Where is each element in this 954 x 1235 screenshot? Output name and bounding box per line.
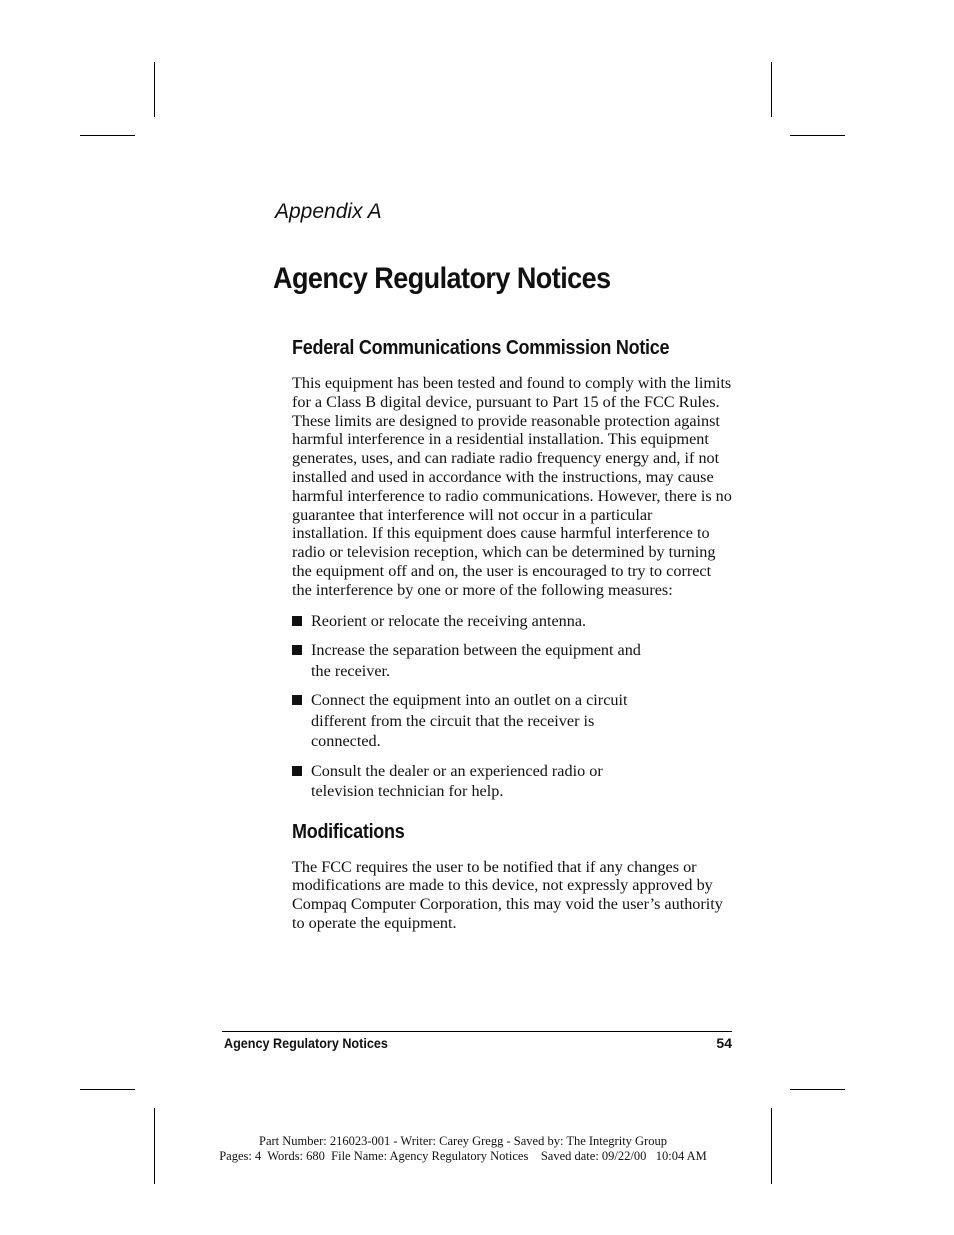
square-bullet-icon: [292, 645, 302, 655]
square-bullet-icon: [292, 616, 302, 626]
crop-mark-top-right-vertical: [771, 62, 772, 117]
square-bullet-icon: [292, 695, 302, 705]
list-item-text: Connect the equipment into an outlet on a circuit different from the circuit that the receiver is connected.: [311, 691, 628, 751]
list-item-text: Reorient or relocate the receiving antenna.: [311, 611, 587, 630]
list-item-text: Consult the dealer or an experienced radio or television technician for help.: [311, 761, 603, 801]
main-content: [292, 337, 732, 933]
modifications-body: The FCC requires the user to be notified that if any changes or modifications are made to this device, not expressly approved by Compaq Computer Corporation, this may void the user’s authority to operate the equipment.: [292, 857, 723, 932]
list-item: [292, 640, 641, 681]
footer-section-title: Agency Regulatory Notices: [224, 1035, 388, 1051]
measures-list: [292, 611, 732, 802]
crop-mark-top-left-vertical: [154, 62, 155, 117]
fcc-heading: Federal Communications Commission Notice: [292, 337, 670, 359]
crop-mark-bottom-right-horizontal: [790, 1089, 845, 1090]
list-item-text: Increase the separation between the equipment and the receiver.: [311, 641, 641, 680]
document-metadata-line-2: Pages: 4 Words: 680 File Name: Agency Regulatory Notices Saved date: 09/22/00 10:04 AM: [219, 1149, 707, 1163]
crop-mark-bottom-left-horizontal: [80, 1089, 135, 1090]
page-title: Agency Regulatory Notices: [273, 262, 611, 295]
crop-mark-top-left-horizontal: [80, 135, 135, 136]
footer-divider: [222, 1031, 732, 1032]
square-bullet-icon: [292, 766, 302, 776]
list-item: [292, 761, 641, 802]
page-number: 54: [716, 1035, 732, 1051]
appendix-label: Appendix A: [275, 200, 382, 223]
document-metadata-line-1: Part Number: 216023-001 - Writer: Carey Gregg - Saved by: The Integrity Group: [259, 1134, 667, 1148]
crop-mark-top-right-horizontal: [790, 135, 845, 136]
list-item: [292, 690, 641, 752]
fcc-body: This equipment has been tested and found to comply with the limits for a Class B digital device, pursuant to Part 15 of the FCC Rules. These limits are designed to provide reasonable protection against harmful interference in a residential installation. This equipment generates, uses, and can radiate radio frequency energy and, if not installed and used in accordance with the instructions, may cause harmful interference to radio communications. However, there is no guarantee that interference will not occur in a particular installation. If this equipment does cause harmful interference to radio or television reception, which can be determined by turning the equipment off and on, the user is encouraged to try to correct the interference by one or more of the following measures:: [292, 374, 732, 599]
modifications-heading: Modifications: [292, 820, 405, 843]
list-item: [292, 611, 641, 632]
